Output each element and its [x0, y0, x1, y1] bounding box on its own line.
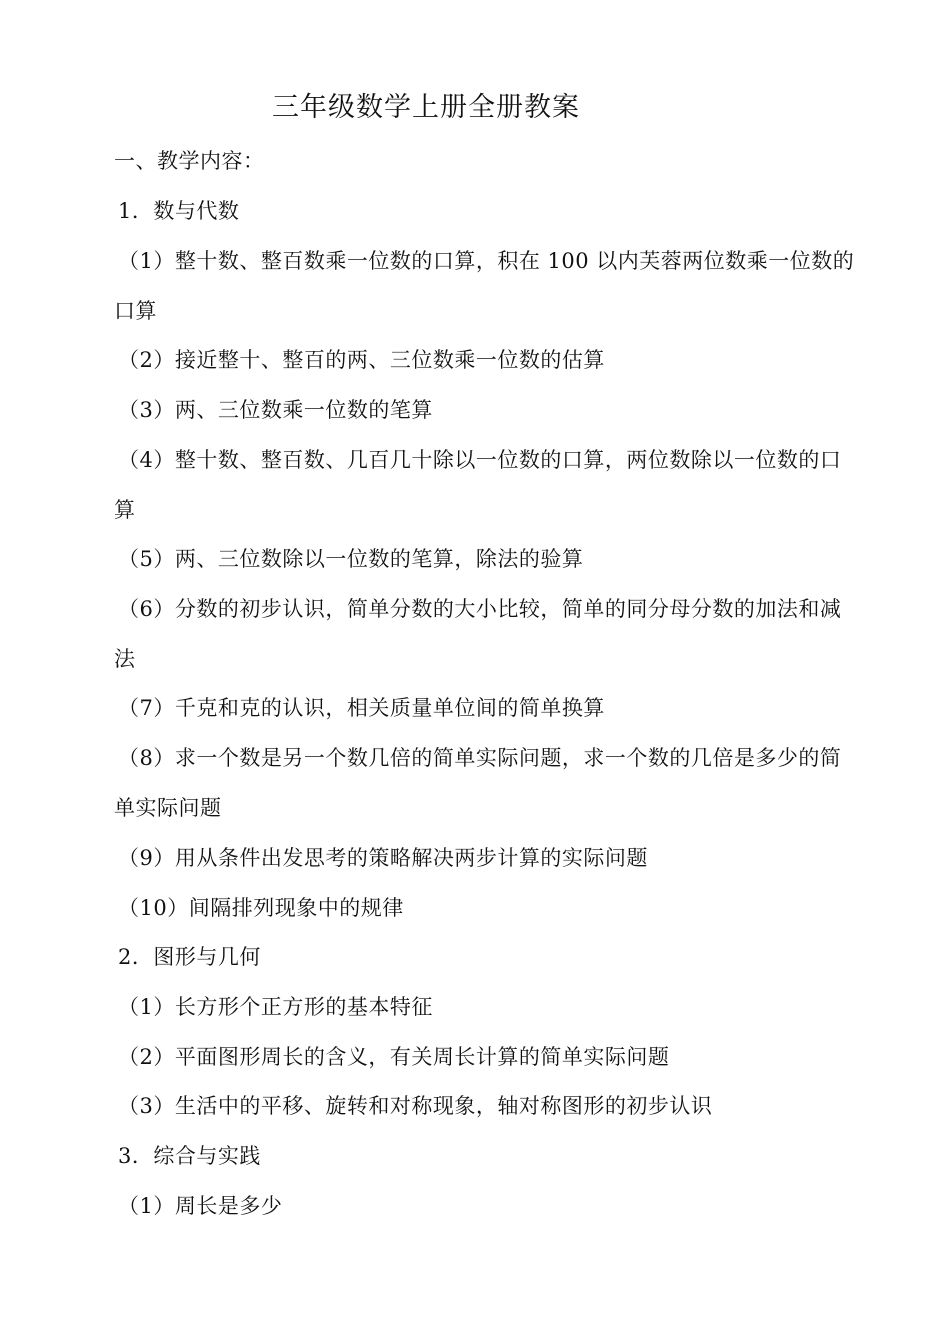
content-line: （10）间隔排列现象中的规律: [118, 896, 404, 920]
content-line: （2）接近整十、整百的两、三位数乘一位数的估算: [118, 348, 605, 372]
content-line: （5）两、三位数除以一位数的笔算，除法的验算: [118, 547, 584, 571]
content-line: 单实际问题: [114, 796, 222, 820]
content-line: （7）千克和克的认识，相关质量单位间的简单换算: [118, 696, 605, 720]
document-title: 三年级数学上册全册教案: [272, 92, 580, 123]
content-line: （4）整十数、整百数、几百几十除以一位数的口算，两位数除以一位数的口: [118, 448, 842, 472]
content-line: 法: [114, 647, 136, 671]
content-line: （9）用从条件出发思考的策略解决两步计算的实际问题: [118, 846, 648, 870]
content-line: （6）分数的初步认识，简单分数的大小比较，简单的同分母分数的加法和减: [118, 597, 842, 621]
subsection-heading: 3．综合与实践: [118, 1144, 261, 1168]
content-line: 算: [114, 498, 136, 522]
section-heading: 一、教学内容：: [114, 149, 265, 173]
content-line: （1）周长是多少: [118, 1194, 283, 1218]
subsection-heading: 1．数与代数: [118, 199, 240, 223]
content-line: （2）平面图形周长的含义，有关周长计算的简单实际问题: [118, 1045, 670, 1069]
content-line: （1）长方形个正方形的基本特征: [118, 995, 433, 1019]
content-line: （8）求一个数是另一个数几倍的简单实际问题，求一个数的几倍是多少的简: [118, 746, 842, 770]
content-line: （1）整十数、整百数乘一位数的口算，积在 100 以内芙蓉两位数乘一位数的: [118, 249, 855, 273]
subsection-heading: 2．图形与几何: [118, 945, 261, 969]
content-line: 口算: [114, 299, 157, 323]
content-line: （3）两、三位数乘一位数的笔算: [118, 398, 433, 422]
content-line: （3）生活中的平移、旋转和对称现象，轴对称图形的初步认识: [118, 1094, 713, 1118]
